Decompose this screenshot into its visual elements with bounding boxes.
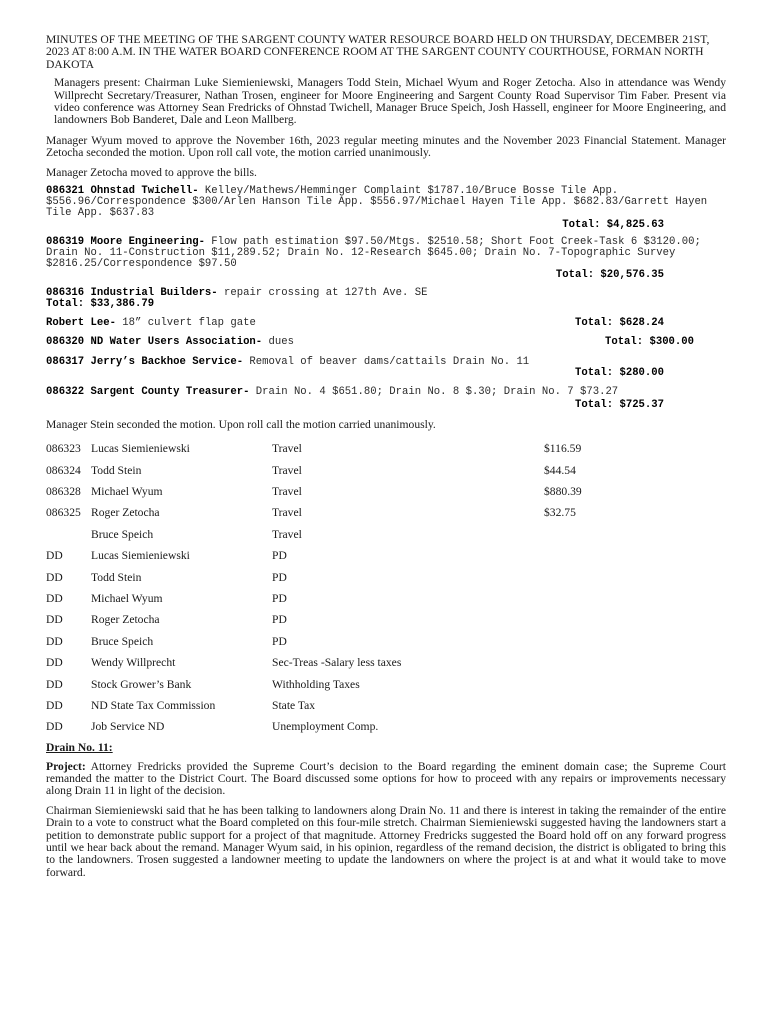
bill-item <box>46 237 726 282</box>
payment-payee: Michael Wyum <box>91 591 163 605</box>
payment-code: DD <box>46 656 63 670</box>
bill-item <box>46 318 726 329</box>
payment-code: 086325 <box>46 506 81 520</box>
bill-description: Drain No. 4 $651.80; Drain No. 8 $.30; Drain No. 7 $73.27 <box>249 385 619 398</box>
payment-code: DD <box>46 634 63 648</box>
bill-description: dues <box>262 336 294 349</box>
payment-type: Sec-Treas -Salary less taxes <box>272 656 402 670</box>
payment-row <box>46 717 726 738</box>
payment-type: PD <box>272 549 287 563</box>
payment-amount <box>544 567 726 588</box>
bill-total: Total: $4,825.63 <box>562 218 664 231</box>
payment-type: PD <box>272 613 287 627</box>
bill-item <box>46 288 726 310</box>
payment-payee: Job Service ND <box>91 720 165 734</box>
motion-bills: Manager Zetocha moved to approve the bills. <box>46 165 257 179</box>
payment-row <box>46 631 726 652</box>
payment-type: Travel <box>272 527 302 541</box>
bill-vendor: 086320 ND Water Users Association- <box>46 336 263 349</box>
payment-row <box>46 567 726 588</box>
payment-row <box>46 653 726 674</box>
project-text: Attorney Fredricks provided the Supreme Court’s decision to the Board regarding the eminent domain case; the Supreme Court remanded the matter to the District Court. The Board discussed some options for how to proceed with any repairs or improvements necessary along Drain 11 in light of the decision. <box>46 759 726 798</box>
payment-amount: $44.54 <box>544 463 576 477</box>
motion-seconded: Manager Stein seconded the motion. Upon roll call the motion carried unanimously. <box>46 418 436 432</box>
payment-payee: Todd Stein <box>91 570 142 584</box>
bill-description: Removal of beaver dams/cattails Drain No. 11 <box>243 355 530 368</box>
payment-amount <box>544 631 726 652</box>
payment-row <box>46 546 726 567</box>
minutes-page <box>46 34 726 886</box>
bill-item <box>46 357 726 379</box>
payment-row <box>46 588 726 609</box>
payment-row <box>46 482 726 503</box>
payment-payee: Roger Zetocha <box>91 613 160 627</box>
payment-code: DD <box>46 591 63 605</box>
bill-item <box>46 337 726 348</box>
payment-code: 086323 <box>46 442 81 456</box>
payment-type: Travel <box>272 442 302 456</box>
payment-code: DD <box>46 677 63 691</box>
motion-minutes: Manager Wyum moved to approve the November 16th, 2023 regular meeting minutes and the November 2023 Financial Statement. Manager Zetocha seconded the motion. Upon roll call vote, the motion carried unanimously. <box>46 133 726 160</box>
payment-type: Travel <box>272 484 302 498</box>
bill-vendor: 086321 Ohnstad Twichell- <box>46 185 199 198</box>
bill-vendor: 086316 Industrial Builders- <box>46 286 218 299</box>
payment-payee: Michael Wyum <box>91 484 163 498</box>
bill-description: Kelley/Mathews/Hemminger Complaint $1787.10/Bruce Bosse Tile App. $556.96/Correspondence $300/Arlen Hanson Tile App. $556.97/Michael Hayen Tile App. $682.83/Garrett Hayen Tile App. $637.83 <box>46 185 708 220</box>
payment-type: State Tax <box>272 698 316 712</box>
payment-type: PD <box>272 570 287 584</box>
bill-vendor: 086319 Moore Engineering- <box>46 235 205 248</box>
payment-amount: $116.59 <box>544 442 582 456</box>
payment-code: DD <box>46 549 63 563</box>
payment-amount <box>544 695 726 716</box>
bill-vendor: 086322 Sargent County Treasurer- <box>46 385 250 398</box>
payment-amount <box>544 674 726 695</box>
payment-payee: Wendy Willprecht <box>91 656 176 670</box>
bill-item <box>46 387 726 411</box>
payment-row <box>46 460 726 481</box>
project-paragraph <box>46 761 726 798</box>
payment-type: Withholding Taxes <box>272 677 360 691</box>
bill-total: Total: $300.00 <box>604 336 694 349</box>
payment-type: Travel <box>272 463 302 477</box>
payment-type: Unemployment Comp. <box>272 720 379 734</box>
bill-item <box>46 186 726 231</box>
bill-vendor: 086317 Jerry’s Backhoe Service- <box>46 355 244 368</box>
payment-amount <box>544 653 726 674</box>
payment-amount <box>544 610 726 631</box>
bill-total: Total: $280.00 <box>574 366 664 379</box>
bill-description: 18” culvert flap gate <box>115 317 256 330</box>
payment-type: PD <box>272 634 287 648</box>
bill-total: Total: $33,386.79 <box>46 297 155 310</box>
payment-payee: Lucas Siemieniewski <box>91 549 190 563</box>
payment-payee: Roger Zetocha <box>91 506 160 520</box>
payment-payee: Bruce Speich <box>91 634 154 648</box>
payments-table <box>46 439 726 738</box>
payment-amount <box>544 588 726 609</box>
payment-code: DD <box>46 613 63 627</box>
payment-code: 086328 <box>46 484 81 498</box>
payment-code: DD <box>46 570 63 584</box>
payment-payee: Bruce Speich <box>91 527 154 541</box>
bill-vendor: Robert Lee- <box>46 317 116 330</box>
payment-code: 086324 <box>46 463 81 477</box>
payment-amount: $880.39 <box>544 484 582 498</box>
project-label: Project: <box>46 759 86 773</box>
payment-code: DD <box>46 698 63 712</box>
payment-payee: Stock Grower’s Bank <box>91 677 192 691</box>
payment-amount: $32.75 <box>544 506 576 520</box>
payment-payee: Todd Stein <box>91 463 142 477</box>
payment-amount <box>544 524 726 545</box>
payment-row <box>46 610 726 631</box>
payment-row <box>46 503 726 524</box>
payment-type: PD <box>272 591 287 605</box>
attendance-paragraph: Managers present: Chairman Luke Siemieniewski, Managers Todd Stein, Michael Wyum and Roger Zetocha. Also in attendance was Wendy Willprecht Secretary/Treasurer, Nathan Trosen, engineer for Moore Engineering and Sargent County Road Supervisor Tim Faber. Present via video conference was Attorney Sean Fredricks of Ohnstad Twichell, Manager Bruce Speich, Josh Hassell, engineer for Moore Engineering, and landowners Bob Banderet, Dale and Leon Mallberg. <box>54 76 726 127</box>
bill-description: Flow path estimation $97.50/Mtgs. $2510.58; Short Foot Creek-Task 6 $3120.00; Drain No. 11-Construction $11,289.52; Drain No. 12-Research $645.00; Drain No. 7-Topographic Survey $2816.25/Correspondence $97.50 <box>46 235 701 271</box>
bill-description: repair crossing at 127th Ave. SE <box>217 286 428 299</box>
payment-code <box>46 524 91 545</box>
payment-row <box>46 524 726 545</box>
payment-row <box>46 674 726 695</box>
chairman-paragraph: Chairman Siemieniewski said that he has been talking to landowners along Drain No. 11 and there is interest in taking the remainder of the entire Drain to a vote to construct what the Board completed on this four-mile stretch. Chairman Siemieniewski suggested having the landowners start a petition to demonstrate public support for a project of that magnitude. Attorney Fredricks suggested the Board hold off on any forward progress until we hear back about the remand. Manager Wyum said, in his opinion, regardless of the remand decision, the district is obligated to bring this to the landowners. Trosen suggested a landowner meeting to update the landowners on where the project is at and what it would take to move forward. <box>46 803 726 879</box>
payment-row <box>46 695 726 716</box>
payment-row <box>46 439 726 460</box>
payment-type: Travel <box>272 506 302 520</box>
bill-total: Total: $628.24 <box>574 317 664 330</box>
payment-code: DD <box>46 720 63 734</box>
payment-payee: ND State Tax Commission <box>91 698 216 712</box>
payment-amount <box>544 717 726 738</box>
bill-total: Total: $20,576.35 <box>555 269 664 282</box>
payment-amount <box>544 546 726 567</box>
payment-payee: Lucas Siemieniewski <box>91 442 190 456</box>
section-title: Drain No. 11: <box>46 741 113 755</box>
bill-total: Total: $725.37 <box>574 399 664 412</box>
document-heading: MINUTES OF THE MEETING OF THE SARGENT COUNTY WATER RESOURCE BOARD HELD ON THURSDAY, DECEMBER 21ST, 2023 AT 8:00 A.M. IN THE WATER BOARD CONFERENCE ROOM AT THE SARGENT COUNTY COURTHOUSE, FORMAN NORTH DAKOTA <box>46 33 710 71</box>
